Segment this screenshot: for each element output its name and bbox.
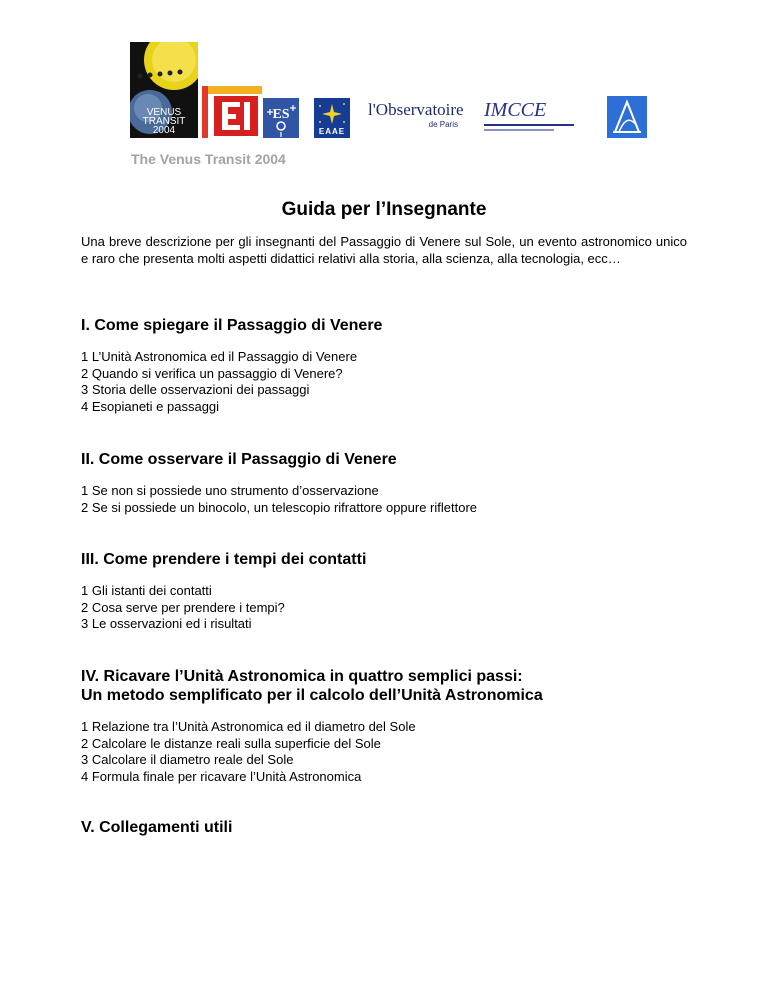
section-2 xyxy=(81,450,701,516)
section-heading: I. Come spiegare il Passaggio di Venere xyxy=(81,317,383,334)
institute-logo xyxy=(607,96,647,138)
section-heading-line: IV. Ricavare l’Unità Astronomica in quattro semplici passi: xyxy=(81,668,523,685)
list-item: 1 L’Unità Astronomica ed il Passaggio di Venere xyxy=(81,349,358,364)
venus-transit-logo xyxy=(130,42,198,138)
list-item: 4 Esopianeti e passaggi xyxy=(81,398,220,414)
section-heading: II. Come osservare il Passaggio di Venere xyxy=(81,451,397,468)
list-item: 2 Quando si verifica un passaggio di Venere? xyxy=(81,365,343,381)
section-1 xyxy=(81,316,701,415)
section-3 xyxy=(81,550,701,633)
eso-logo xyxy=(263,98,299,138)
list-item: 3 Le osservazioni ed i risultati xyxy=(81,616,252,631)
observatoire-name: Observatoire xyxy=(375,100,464,119)
list-item: 1 Gli istanti dei contatti xyxy=(81,583,212,598)
science-week-logo xyxy=(202,86,262,138)
list-item: 3 Calcolare il diametro reale del Sole xyxy=(81,752,294,767)
observatoire-de-paris-logo xyxy=(368,100,462,134)
section-heading-line: Un metodo semplificato per il calcolo dell’Unità Astronomica xyxy=(81,687,543,704)
section-5 xyxy=(81,818,701,837)
list-item: 4 Formula finale per ricavare l’Unità Astronomica xyxy=(81,768,362,784)
section-item-list xyxy=(81,719,701,785)
svg-text:ES: ES xyxy=(272,107,290,122)
section-item-list xyxy=(81,349,701,415)
section-item-list xyxy=(81,583,701,633)
venus-logo-line: TRANSIT xyxy=(142,116,186,127)
venus-logo-line: 2004 xyxy=(152,125,176,136)
logo-banner xyxy=(0,0,768,150)
section-heading xyxy=(81,667,701,705)
section-4 xyxy=(81,667,701,785)
intro-paragraph: Una breve descrizione per gli insegnanti del Passaggio di Venere sul Sole, un evento astronomico unico e raro che presenta molti aspetti didattici relativi alla storia, alla scienza, alla tecnologia, ecc… xyxy=(81,234,687,266)
list-item: 2 Calcolare le distanze reali sulla superficie del Sole xyxy=(81,735,381,751)
section-heading: V. Collegamenti utili xyxy=(81,819,233,836)
imcce-logo-text: IMCCE xyxy=(484,99,547,121)
observatoire-sub: de Paris xyxy=(428,120,458,129)
list-item: 3 Storia delle osservazioni dei passaggi xyxy=(81,382,310,397)
list-item: 2 Se si possiede un binocolo, un telescopio rifrattore oppure riflettore xyxy=(81,499,478,515)
section-item-list xyxy=(81,483,701,516)
list-item: 1 Se non si possiede uno strumento d’osservazione xyxy=(81,483,379,498)
header-subtitle: The Venus Transit 2004 xyxy=(131,151,286,167)
imcce-logo xyxy=(484,98,582,136)
list-item: 1 Relazione tra l’Unità Astronomica ed il diametro del Sole xyxy=(81,719,416,734)
document-title: Guida per l’Insegnante xyxy=(281,199,487,220)
section-heading: III. Come prendere i tempi dei contatti xyxy=(81,551,367,568)
venus-logo-line: VENUS xyxy=(146,107,182,118)
observatoire-prefix: l' xyxy=(368,100,376,119)
eaae-logo xyxy=(314,98,350,138)
list-item: 2 Cosa serve per prendere i tempi? xyxy=(81,599,285,615)
eaae-logo-text: EAAE xyxy=(318,127,346,136)
